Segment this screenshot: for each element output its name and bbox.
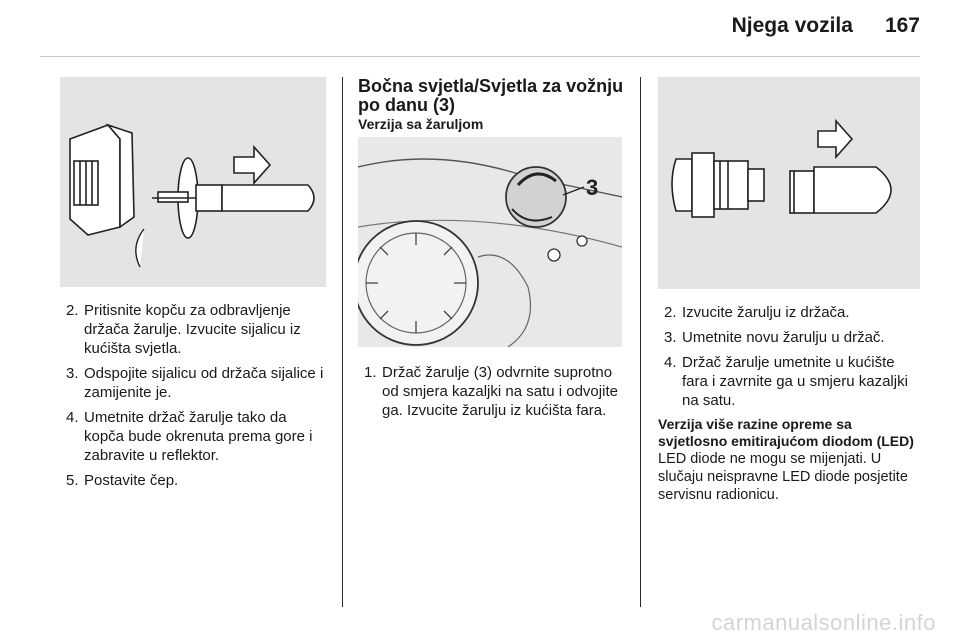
chapter-title: Njega vozila [731,14,853,37]
page-header [732,14,920,38]
led-info-text: LED diode ne mogu se mijenjati. U slučaju neispravne LED diode posjetite servisnu radionicu. [658,451,908,503]
step-list-col3 [658,303,920,410]
column-divider-right [640,77,641,607]
column-divider-left [342,77,343,607]
section-heading: Bočna svjetla/Svjetla za vožnju po danu (3) [358,76,624,115]
step-item: 4. Držač žarulje umetnite u kućište fara i zavrnite ga u smjeru kazaljki na satu. [664,354,908,409]
step-item: 3. Umetnite novu žarulju u držač. [664,329,885,346]
bulb-holder-illustration [60,77,326,287]
page-number: 167 [884,14,920,37]
step-item: 2. Pritisnite kopču za odbravljenje držača žarulje. Izvucite sijalicu iz kućišta svjetla. [66,302,301,357]
step-item: 4. Umetnite držač žarulje tako da kopča bude okrenuta prema gore i zabravite u reflektor. [66,409,313,464]
bulb-removal-illustration [658,77,920,289]
column-2 [358,77,628,426]
callout-number: 3 [586,175,599,200]
step-item: 1. Držač žarulje (3) odvrnite suprotno od smjera kazaljki na satu i odvojite ga. Izvucite žarulju iz kućišta fara. [364,364,618,419]
step-item: 5. Postavite čep. [66,472,179,489]
step-item: 3. Odspojite sijalicu od držača sijalice i zamijenite je. [66,365,324,401]
sub-heading-bulb-version: Verzija sa žaruljom [358,116,484,132]
column-1 [60,77,326,496]
column-3 [658,77,920,504]
step-list-col2 [358,363,628,420]
step-item: 2. Izvucite žarulju iz držača. [664,304,850,321]
header-rule [40,56,920,57]
step-list-col1 [60,301,326,490]
watermark: carmanualsonline.info [711,610,936,635]
headlamp-rear-illustration [358,137,622,347]
led-version-heading: Verzija više razine opreme sa svjetlosno emitirajućom diodom (LED) [658,416,914,449]
